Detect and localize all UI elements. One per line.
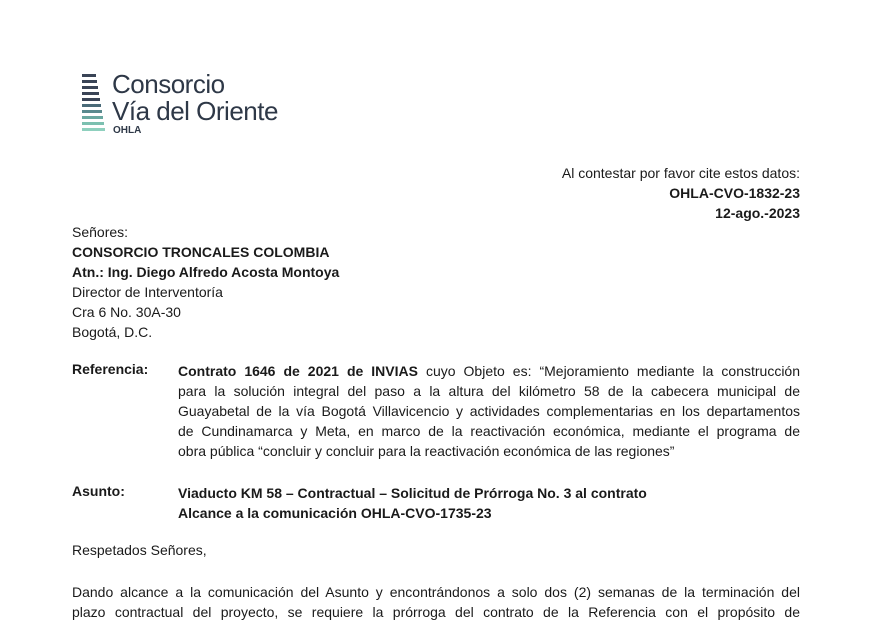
reference-line-3: Guayabetal de la vía Bogotá Villavicencio y actividades complementarias en los departamentos — [178, 403, 800, 419]
reference-line-2: para la solución integral del paso a la altura del kilómetro 58 de la cabecera municipal de — [178, 383, 800, 399]
building-logo-icon — [80, 70, 106, 136]
recipient-address: Cra 6 No. 30A-30 — [72, 304, 181, 320]
citation-code: OHLA-CVO-1832-23 — [669, 185, 800, 201]
subject-text — [178, 483, 647, 523]
reference-contract: Contrato 1646 de 2021 de INVIAS — [178, 363, 418, 379]
reference-line-1 — [178, 361, 800, 381]
reference-line-5: obra pública “concluir y concluir para la reactivación económica de las regiones” — [178, 443, 675, 459]
logo-line-1: Consorcio — [112, 69, 225, 99]
subject-line-1: Viaducto KM 58 – Contractual – Solicitud de Prórroga No. 3 al contrato — [178, 485, 647, 501]
greeting: Respetados Señores, — [72, 542, 207, 558]
citation-block — [562, 163, 800, 223]
citation-intro: Al contestar por favor cite estos datos: — [561, 165, 800, 181]
recipient-city: Bogotá, D.C. — [72, 324, 153, 340]
reference-line-1-rest: cuyo Objeto es: “Mejoramiento mediante la construcción — [417, 363, 801, 379]
reference-label: Referencia: — [72, 361, 149, 377]
reference-text — [178, 361, 800, 461]
body-line-1: Dando alcance a la comunicación del Asunto y encontrándonos a solo dos (2) semanas de la terminación del — [72, 584, 800, 600]
recipient-attention: Atn.: Ing. Diego Alfredo Acosta Montoya — [72, 264, 340, 280]
citation-date: 12-ago.-2023 — [715, 205, 800, 221]
subject-label: Asunto: — [72, 483, 125, 499]
recipient-block — [72, 222, 339, 342]
subject-line-2: Alcance a la comunicación OHLA-CVO-1735-23 — [178, 505, 492, 521]
body-line-2: plazo contractual del proyecto, se requiere la prórroga del contrato de la Referencia con el propósito de — [72, 604, 800, 620]
company-logo — [80, 70, 310, 140]
recipient-company: CONSORCIO TRONCALES COLOMBIA — [72, 244, 330, 260]
body-paragraph — [72, 582, 800, 622]
reference-line-4: de Cundinamarca y Meta, en marco de la reactivación económica, mediante el programa de — [178, 423, 800, 439]
recipient-salutation: Señores: — [72, 224, 129, 240]
logo-line-2: Vía del Oriente — [112, 96, 278, 126]
recipient-role: Director de Interventoría — [72, 284, 223, 300]
logo-line-3: OHLA — [113, 125, 142, 136]
